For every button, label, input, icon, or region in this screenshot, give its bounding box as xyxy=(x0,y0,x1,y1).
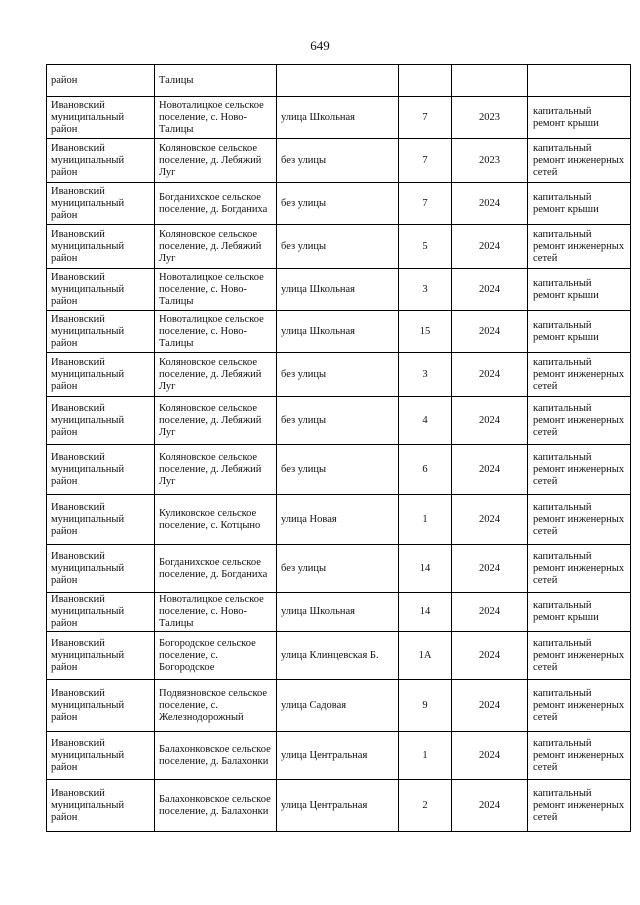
work-type-cell: капитальный ремонт инженерных сетей xyxy=(528,445,631,495)
year-cell: 2024 xyxy=(452,397,528,445)
street-cell: улица Новая xyxy=(277,495,399,545)
street-cell: улица Садовая xyxy=(277,680,399,732)
settlement-cell: Коляновское сельское поселение, д. Лебяжий Луг xyxy=(155,225,277,269)
work-type-cell: капитальный ремонт инженерных сетей xyxy=(528,545,631,593)
housing-register-table xyxy=(46,64,631,832)
work-type-cell: капитальный ремонт инженерных сетей xyxy=(528,495,631,545)
district-cell: Ивановский муниципальный район xyxy=(47,780,155,832)
page-number: 649 xyxy=(310,38,330,53)
street-cell: улица Школьная xyxy=(277,593,399,632)
house-number-cell: 6 xyxy=(399,445,452,495)
street-cell: без улицы xyxy=(277,353,399,397)
settlement-cell: Новоталицкое сельское поселение, с. Ново-Талицы xyxy=(155,97,277,139)
settlement-cell: Новоталицкое сельское поселение, с. Ново-Талицы xyxy=(155,311,277,353)
table-row xyxy=(47,593,631,632)
house-number-cell: 9 xyxy=(399,680,452,732)
work-type-cell: капитальный ремонт крыши xyxy=(528,311,631,353)
district-cell: Ивановский муниципальный район xyxy=(47,732,155,780)
district-cell: Ивановский муниципальный район xyxy=(47,445,155,495)
house-number-cell: 1А xyxy=(399,632,452,680)
house-number-cell: 7 xyxy=(399,183,452,225)
district-cell: Ивановский муниципальный район xyxy=(47,183,155,225)
year-cell: 2024 xyxy=(452,269,528,311)
year-cell: 2024 xyxy=(452,732,528,780)
house-number-cell: 4 xyxy=(399,397,452,445)
house-number-cell: 1 xyxy=(399,732,452,780)
work-type-cell: капитальный ремонт инженерных сетей xyxy=(528,780,631,832)
year-cell: 2024 xyxy=(452,680,528,732)
year-cell: 2024 xyxy=(452,593,528,632)
work-type-cell: капитальный ремонт инженерных сетей xyxy=(528,139,631,183)
table-row xyxy=(47,269,631,311)
year-cell: 2024 xyxy=(452,311,528,353)
street-cell: улица Клинцевская Б. xyxy=(277,632,399,680)
settlement-cell: Подвязновское сельское поселение, с. Железнодорожный xyxy=(155,680,277,732)
work-type-cell: капитальный ремонт инженерных сетей xyxy=(528,353,631,397)
street-cell: улица Центральная xyxy=(277,732,399,780)
street-cell: улица Школьная xyxy=(277,269,399,311)
year-cell xyxy=(452,65,528,97)
house-number-cell xyxy=(399,65,452,97)
district-cell: Ивановский муниципальный район xyxy=(47,397,155,445)
district-cell: Ивановский муниципальный район xyxy=(47,632,155,680)
street-cell: без улицы xyxy=(277,225,399,269)
house-number-cell: 3 xyxy=(399,269,452,311)
table-row xyxy=(47,632,631,680)
street-cell: без улицы xyxy=(277,139,399,183)
work-type-cell: капитальный ремонт крыши xyxy=(528,269,631,311)
table-row xyxy=(47,353,631,397)
table-row xyxy=(47,680,631,732)
work-type-cell: капитальный ремонт крыши xyxy=(528,183,631,225)
table-row xyxy=(47,495,631,545)
house-number-cell: 1 xyxy=(399,495,452,545)
settlement-cell: Балахонковское сельское поселение, д. Балахонки xyxy=(155,732,277,780)
district-cell: Ивановский муниципальный район xyxy=(47,353,155,397)
district-cell: Ивановский муниципальный район xyxy=(47,269,155,311)
year-cell: 2024 xyxy=(452,353,528,397)
street-cell: улица Центральная xyxy=(277,780,399,832)
settlement-cell: Богданихское сельское поселение, д. Богданиха xyxy=(155,545,277,593)
house-number-cell: 14 xyxy=(399,545,452,593)
street-cell: без улицы xyxy=(277,183,399,225)
settlement-cell: Новоталицкое сельское поселение, с. Ново-Талицы xyxy=(155,593,277,632)
work-type-cell: капитальный ремонт крыши xyxy=(528,593,631,632)
year-cell: 2024 xyxy=(452,183,528,225)
settlement-cell: Куликовское сельское поселение, с. Котцыно xyxy=(155,495,277,545)
table-row xyxy=(47,139,631,183)
house-number-cell: 14 xyxy=(399,593,452,632)
district-cell: Ивановский муниципальный район xyxy=(47,545,155,593)
district-cell: Ивановский муниципальный район xyxy=(47,495,155,545)
street-cell: без улицы xyxy=(277,545,399,593)
table-row xyxy=(47,397,631,445)
settlement-cell: Коляновское сельское поселение, д. Лебяжий Луг xyxy=(155,139,277,183)
table-row xyxy=(47,545,631,593)
house-number-cell: 3 xyxy=(399,353,452,397)
table-row xyxy=(47,225,631,269)
year-cell: 2023 xyxy=(452,97,528,139)
district-cell: Ивановский муниципальный район xyxy=(47,593,155,632)
table-row xyxy=(47,732,631,780)
work-type-cell: капитальный ремонт инженерных сетей xyxy=(528,680,631,732)
table-row xyxy=(47,311,631,353)
street-cell: улица Школьная xyxy=(277,311,399,353)
table-row xyxy=(47,183,631,225)
work-type-cell: капитальный ремонт крыши xyxy=(528,97,631,139)
settlement-cell: Коляновское сельское поселение, д. Лебяжий Луг xyxy=(155,397,277,445)
year-cell: 2024 xyxy=(452,495,528,545)
work-type-cell: капитальный ремонт инженерных сетей xyxy=(528,732,631,780)
settlement-cell: Богданихское сельское поселение, д. Богданиха xyxy=(155,183,277,225)
year-cell: 2024 xyxy=(452,780,528,832)
settlement-cell: Коляновское сельское поселение, д. Лебяжий Луг xyxy=(155,445,277,495)
settlement-cell: Талицы xyxy=(155,65,277,97)
district-cell: район xyxy=(47,65,155,97)
district-cell: Ивановский муниципальный район xyxy=(47,225,155,269)
district-cell: Ивановский муниципальный район xyxy=(47,97,155,139)
street-cell: без улицы xyxy=(277,397,399,445)
district-cell: Ивановский муниципальный район xyxy=(47,680,155,732)
table-row xyxy=(47,65,631,97)
district-cell: Ивановский муниципальный район xyxy=(47,311,155,353)
house-number-cell: 15 xyxy=(399,311,452,353)
work-type-cell: капитальный ремонт инженерных сетей xyxy=(528,225,631,269)
settlement-cell: Коляновское сельское поселение, д. Лебяжий Луг xyxy=(155,353,277,397)
district-cell: Ивановский муниципальный район xyxy=(47,139,155,183)
year-cell: 2024 xyxy=(452,445,528,495)
house-number-cell: 5 xyxy=(399,225,452,269)
year-cell: 2023 xyxy=(452,139,528,183)
settlement-cell: Балахонковское сельское поселение, д. Балахонки xyxy=(155,780,277,832)
house-number-cell: 2 xyxy=(399,780,452,832)
table-row xyxy=(47,97,631,139)
street-cell xyxy=(277,65,399,97)
work-type-cell: капитальный ремонт инженерных сетей xyxy=(528,397,631,445)
year-cell: 2024 xyxy=(452,632,528,680)
table-row xyxy=(47,445,631,495)
street-cell: улица Школьная xyxy=(277,97,399,139)
work-type-cell: капитальный ремонт инженерных сетей xyxy=(528,632,631,680)
settlement-cell: Новоталицкое сельское поселение, с. Ново-Талицы xyxy=(155,269,277,311)
street-cell: без улицы xyxy=(277,445,399,495)
table-row xyxy=(47,780,631,832)
work-type-cell xyxy=(528,65,631,97)
house-number-cell: 7 xyxy=(399,139,452,183)
year-cell: 2024 xyxy=(452,225,528,269)
house-number-cell: 7 xyxy=(399,97,452,139)
settlement-cell: Богородское сельское поселение, с. Богородское xyxy=(155,632,277,680)
year-cell: 2024 xyxy=(452,545,528,593)
